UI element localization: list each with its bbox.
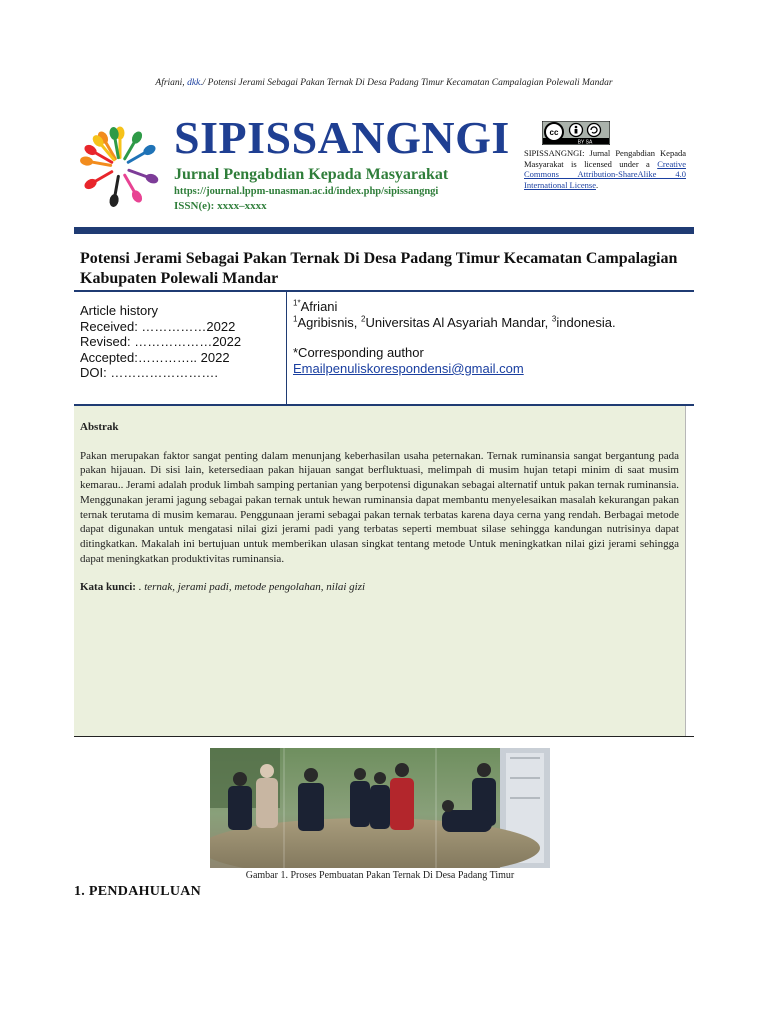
info-divider xyxy=(286,292,287,404)
abstract-heading: Abstrak xyxy=(80,421,119,433)
journal-branding xyxy=(174,110,510,213)
logo-spoon-icon xyxy=(120,172,144,205)
history-accepted: Accepted:………….. 2022 xyxy=(80,349,230,365)
running-head xyxy=(0,78,768,88)
logo-spoon-icon xyxy=(83,167,116,191)
abstract-box xyxy=(74,406,686,736)
title-rule xyxy=(74,290,694,292)
journal-logo-icon xyxy=(78,118,162,216)
license-notice xyxy=(524,148,686,190)
journal-subtitle: Jurnal Pengabdian Kepada Masyarakat xyxy=(174,166,449,183)
abstract-text: Pakan merupakan faktor sangat penting dalam menunjang keberhasilan usaha peternakan. Ternak ruminansia sangat bergantung pada pakan hijauan. Di sisi lain, ketersediaan pakan hijauan sangat berfluktuasi, melimpah di musim hujan tetapi minim di saat musim kemarau.. Jerami adalah produk limbah samping pertanian yang berpotensi digunakan sebagai alternatif untuk pakan ternak ruminansia. Menggunakan jerami jagung sebagai pakan ternak untuk hewan ruminansia dapat membantu menyelesaikan masalah kekurangan pakan ternak terutama di musim kemarau. Penggunaan jerami sebagai pakan ternak terbatas karena daya cerna yang rendah. Berbagai metode dapat digunakan untuk mengatasi nilai gizi jerami padi yang terbatas seperti membuat silase sehingga kandungan nutrisinya dapat ditingkatkan. Makalah ini bertujuan untuk memberikan ulasan singkat tentang metode Untuk meningkatkan nilai gizi jerami sehingga dapat meningkatkan produktivitas ruminansia. xyxy=(80,449,679,565)
corresponding-author: *Corresponding author xyxy=(293,345,424,361)
affiliation-sup-2: 2 xyxy=(361,314,366,324)
journal-issn: ISSN(e): xxxx–xxxx xyxy=(174,200,267,212)
keywords xyxy=(80,580,679,595)
history-received: Received: ……………2022 xyxy=(80,318,236,334)
author-line xyxy=(293,299,693,315)
author-info xyxy=(293,299,693,376)
running-head-title: Potensi Jerami Sebagai Pakan Ternak Di Desa Padang Timur Kecamatan Campalagian Polewali Mandar xyxy=(207,78,613,88)
history-label: Article history xyxy=(80,303,159,318)
svg-text:cc: cc xyxy=(549,128,559,137)
logo-spoon-icon xyxy=(109,174,124,208)
keywords-label: Kata kunci: xyxy=(80,581,136,594)
history-doi: DOI: ……………………. xyxy=(80,365,218,381)
license-link[interactable]: Creative Commons Attribution-ShareAlike 4.0 International License xyxy=(524,158,686,190)
affiliation-sup-1: 1 xyxy=(293,314,298,324)
running-head-etal: dkk. xyxy=(187,78,203,88)
figure-caption: Gambar 1. Proses Pembuatan Pakan Ternak Di Desa Padang Timur xyxy=(245,870,515,881)
article-title: Potensi Jerami Sebagai Pakan Ternak Di Desa Padang Timur Kecamatan Campalagian Kabupaten Polewali Mandar xyxy=(80,250,678,287)
affiliation-2: Universitas Al Asyariah Mandar, xyxy=(365,314,552,330)
header-rule xyxy=(74,227,694,234)
logo-spoon-icon xyxy=(125,143,158,167)
group-photo xyxy=(210,748,550,868)
section-heading: 1. PENDAHULUAN xyxy=(74,884,202,899)
corresponding-email[interactable]: Emailpenuliskorespondensi@gmail.com xyxy=(293,360,524,376)
affiliation-line xyxy=(293,315,693,331)
article-history xyxy=(80,303,280,381)
license-suffix: . xyxy=(595,179,599,190)
author-name: Afriani xyxy=(300,299,338,314)
running-head-separator: / xyxy=(202,78,206,88)
logo-spoon-icon xyxy=(126,166,160,186)
affiliation-sup-3: 3 xyxy=(551,314,557,324)
journal-url[interactable]: https://journal.lppm-unasman.ac.id/index.php/sipissangngi xyxy=(174,186,439,197)
author-sup: 1* xyxy=(293,298,301,308)
journal-name: SIPISSANGNGI xyxy=(174,112,510,163)
cc-license-badge-icon[interactable] xyxy=(542,121,610,145)
cc-badge-text: BY SA xyxy=(577,139,593,145)
license-prefix: SIPISSANGNGI: Jurnal Pengabdian Kepada Masyarakat is licensed under a xyxy=(524,148,686,169)
history-revised: Revised: ………………2022 xyxy=(80,334,242,350)
abstract-bottom-rule xyxy=(74,736,694,737)
keywords-value: . ternak, jerami padi, metode pengolahan, nilai gizi xyxy=(138,581,366,594)
running-head-author: Afriani, xyxy=(155,78,185,88)
logo-spoon-icon xyxy=(79,156,113,171)
affiliation-3: indonesia. xyxy=(556,314,616,330)
affiliation-1: Agribisnis, xyxy=(297,314,362,330)
